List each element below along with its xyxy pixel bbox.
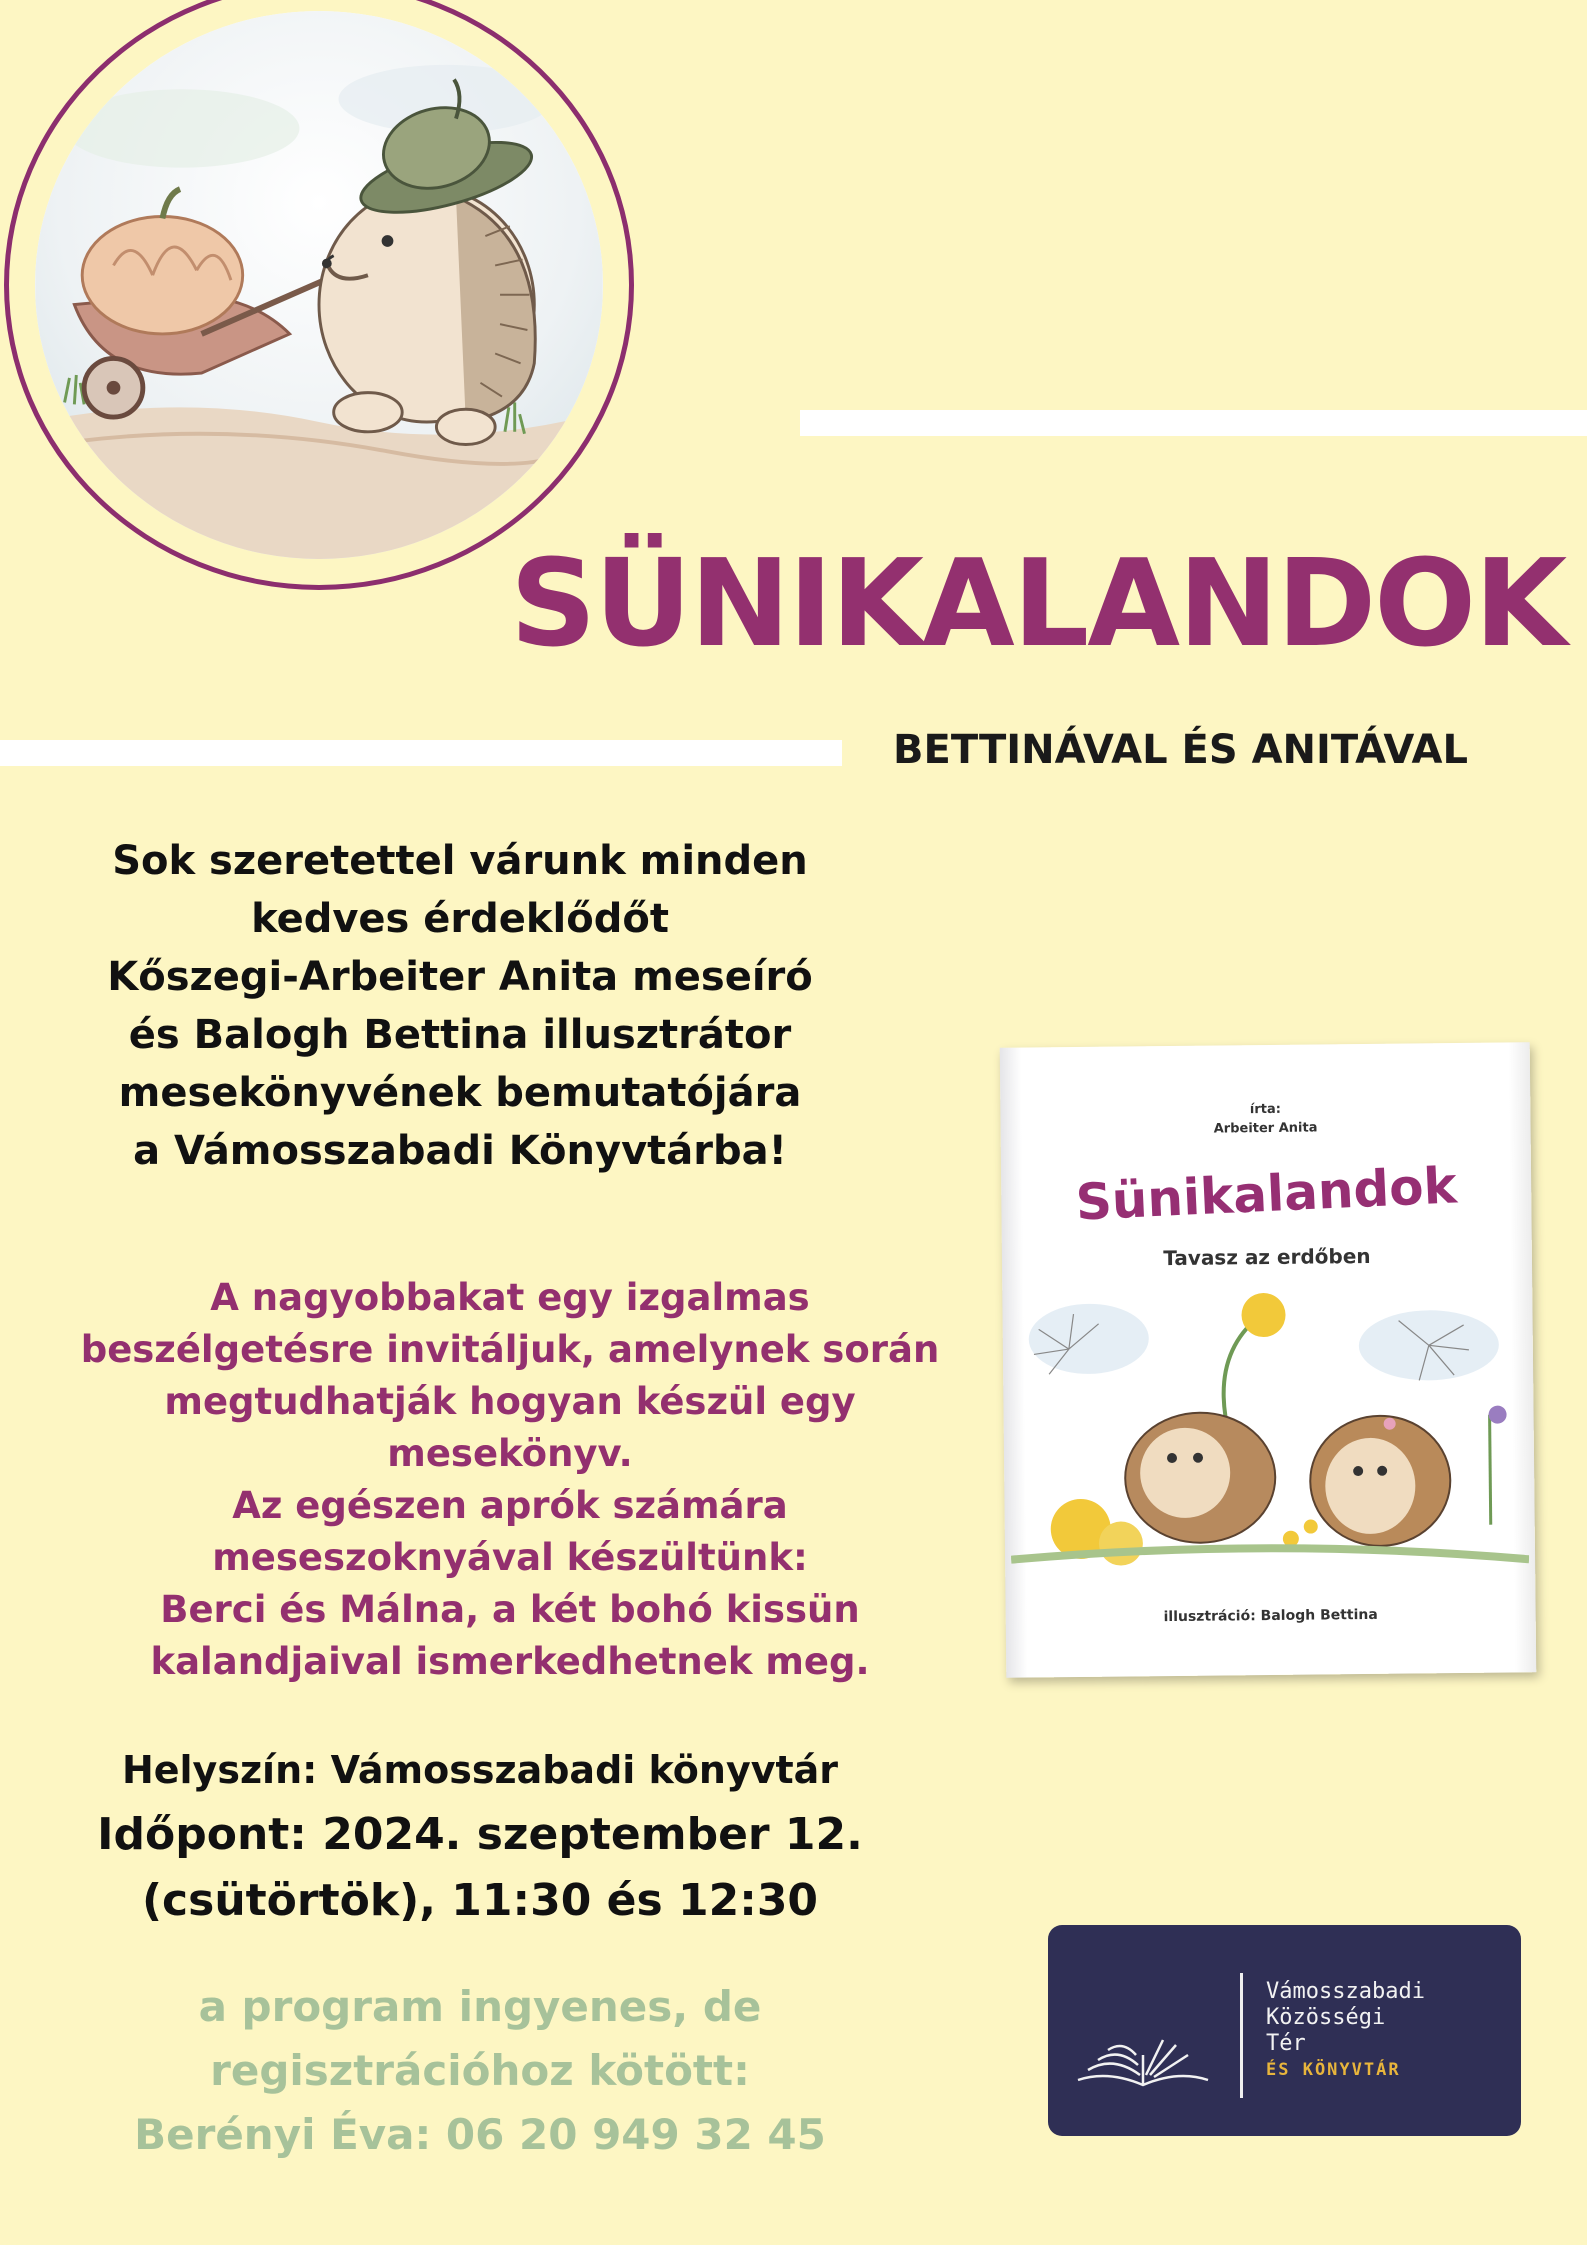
event-subtitle: BETTINÁVAL ÉS ANITÁVAL — [893, 727, 1468, 773]
intro-line: a Vámosszabadi Könyvtárba! — [133, 1128, 787, 1174]
book-author-label: írta: — [1249, 1101, 1281, 1118]
library-logo — [1048, 1925, 1521, 2136]
event-time: (csütörtök), 11:30 és 12:30 — [141, 1875, 819, 1926]
book-author: Arbeiter Anita — [1213, 1120, 1318, 1137]
intro-line: kedves érdeklődőt — [251, 896, 669, 942]
logo-line: Tér — [1266, 2031, 1306, 2056]
event-date: Időpont: 2024. szeptember 12. — [97, 1809, 863, 1860]
book-cover-illustration — [1008, 1274, 1529, 1579]
decorative-line-top — [800, 410, 1587, 436]
details-line: Berci és Málna, a két bohó kissün — [160, 1588, 860, 1631]
details-line: Az egészen aprók számára — [232, 1484, 788, 1527]
details-line: megtudhatják hogyan készül egy — [164, 1380, 856, 1423]
logo-line: Vámosszabadi — [1266, 1979, 1425, 2004]
details-line: mesekönyv. — [387, 1432, 633, 1475]
details-line: beszélgetésre invitáljuk, amelynek során — [80, 1328, 940, 1371]
event-title: SÜNIKALANDOK — [510, 535, 1566, 674]
book-illustrator: illusztráció: Balogh Bettina — [1163, 1606, 1378, 1626]
hedgehog-illustration — [35, 11, 603, 559]
book-cover — [1000, 1042, 1537, 1678]
hedgehog-illustration-frame — [4, 0, 634, 590]
info-line: regisztrációhoz kötött: — [210, 2046, 750, 2095]
logo-divider — [1240, 1973, 1243, 2098]
intro-text — [60, 832, 860, 1180]
intro-line: mesekönyvének bemutatójára — [118, 1070, 802, 1116]
details-line: kalandjaival ismerkedhetnek meg. — [150, 1640, 870, 1683]
book-subtitle: Tavasz az erdőben — [1163, 1243, 1371, 1271]
intro-line: Sok szeretettel várunk minden — [112, 838, 808, 884]
hedgehog-wheelbarrow-image — [35, 11, 603, 559]
logo-text — [1266, 1979, 1425, 2083]
event-location: Helyszín: Vámosszabadi könyvtár — [121, 1748, 839, 1792]
open-book-icon — [1068, 2025, 1218, 2105]
intro-line: Kőszegi-Arbeiter Anita meseíró — [107, 954, 813, 1000]
details-line: meseszoknyával készültünk: — [212, 1536, 808, 1579]
decorative-line-middle — [0, 740, 842, 766]
logo-line: Közösségi — [1266, 2005, 1386, 2030]
info-line: a program ingyenes, de — [198, 1982, 762, 2031]
details-line: A nagyobbakat egy izgalmas — [210, 1276, 810, 1319]
event-datetime — [60, 1802, 900, 1934]
intro-line: és Balogh Bettina illusztrátor — [128, 1012, 792, 1058]
registration-info — [60, 1975, 900, 2167]
logo-accent-line: ÉS KÖNYVTÁR — [1266, 2060, 1401, 2080]
program-details — [40, 1272, 980, 1688]
contact-phone: Berényi Éva: 06 20 949 32 45 — [134, 2110, 826, 2159]
book-title: Sünikalandok — [1074, 1156, 1458, 1232]
